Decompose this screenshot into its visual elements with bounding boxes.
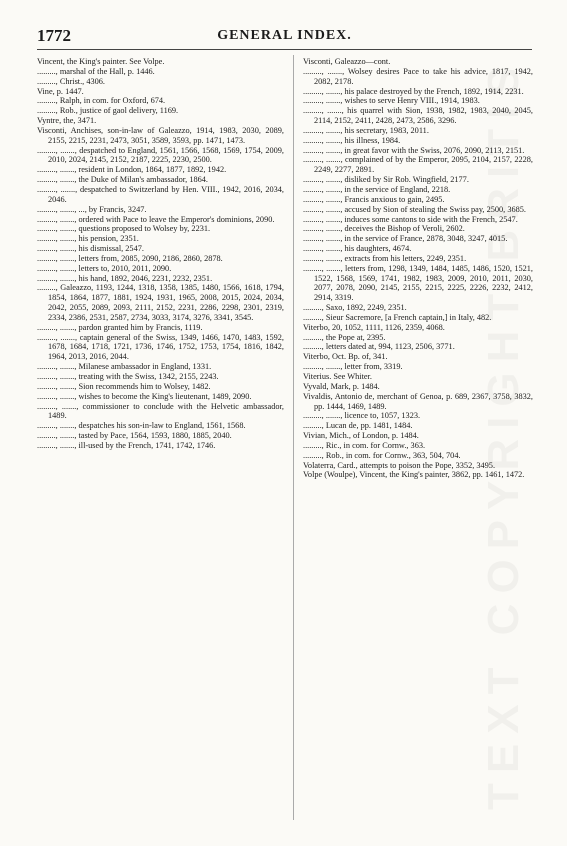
index-entry: ........., Rob., in com. for Cornw., 363, 504, 704. <box>303 450 461 460</box>
index-entry: Vincent, the King's painter. See Volpe. <box>37 57 165 66</box>
index-entry: Viterbo, 20, 1052, 1111, 1126, 2359, 4068. <box>303 322 445 332</box>
index-entry: ........., ......., the Duke of Milan's ambassador, 1864. <box>37 175 208 185</box>
index-entry: ........., ......., deceives the Bishop of Veroli, 2602. <box>303 224 465 234</box>
index-entry: ........., ......., wishes to serve Henry VIII., 1914, 1983. <box>303 96 480 106</box>
index-entry: ........., letters dated at, 994, 1123, 2506, 3771. <box>303 342 455 352</box>
index-entry: ........., Saxo, 1892, 2249, 2351. <box>303 303 407 313</box>
page-header <box>37 26 532 48</box>
index-entry: ........., ......., his quarrel with Sion, 1938, 1982, 1983, 2040, 2045, 2114, 2152, 2411, 2428, 2473, 2586, 3296. <box>303 106 533 126</box>
index-entry: ........., ......., Milanese ambassador in England, 1331. <box>37 362 212 372</box>
index-entry: ........., ......., accused by Sion of stealing the Swiss pay, 2500, 3685. <box>303 204 526 214</box>
running-head: GENERAL INDEX. <box>217 28 352 43</box>
index-entry: Visconti, Galeazzo—cont. <box>303 57 391 66</box>
index-entry: ........., ......., his illness, 1984. <box>303 135 401 145</box>
index-entry: Viterius. See Whiter. <box>303 372 372 381</box>
index-entry: ........., ......., tasted by Pace, 1564, 1593, 1880, 1885, 2040. <box>37 431 232 441</box>
index-entry: ........., ......., complained of by the Emperor, 2095, 2104, 2157, 2228, 2249, 2277, 2891. <box>303 155 533 175</box>
index-entry: ........., Ralph, in com. for Oxford, 674. <box>37 96 166 106</box>
index-entry: ........., the Pope at, 2395. <box>303 332 386 342</box>
index-column-left <box>37 57 284 451</box>
index-entry: Visconti, Anchises, son-in-law of Galeazzo, 1914, 1983, 2030, 2089, 2155, 2215, 2231, 2473, 3051, 3589, 3593, pp. 1471, 1473. <box>37 125 284 145</box>
index-entry: ........., ......., pardon granted him by Francis, 1119. <box>37 322 203 332</box>
index-entry: ........., ......., captain general of the Swiss, 1349, 1466, 1470, 1483, 1592, 1678, 1684, 1718, 1721, 1736, 1746, 1752, 1753, 1754, 1816, 1842, 1964, 2013, 2016, 2044. <box>37 332 284 362</box>
index-entry: ........., ......., ill-used by the French, 1741, 1742, 1746. <box>37 440 216 450</box>
index-entry: Volaterra, Card., attempts to poison the Pope, 3352, 3495. <box>303 460 496 470</box>
index-entry: ........., ......., letter from, 3319. <box>303 362 403 372</box>
index-entry: ........., ......., Wolsey desires Pace to take his advice, 1817, 1942, 2082, 2178. <box>303 66 533 86</box>
index-entry: ........., ......., his dismissal, 2547. <box>37 244 144 254</box>
index-entry: ........., ......., licence to, 1057, 1323. <box>303 411 421 421</box>
index-entry: Viterbo, Oct. Bp. of, 341. <box>303 352 388 362</box>
index-entry: ........., ......., commissioner to conclude with the Helvetic ambassador, 1489. <box>37 401 284 421</box>
index-entry: Vivaldis, Antonio de, merchant of Genoa, p. 689, 2367, 3758, 3832, pp. 1444, 1469, 1489. <box>303 391 533 411</box>
index-entry: ........., ......., his hand, 1892, 2046, 2231, 2232, 2351. <box>37 273 213 283</box>
column-divider <box>293 55 294 820</box>
index-entry: Vine, p. 1447. <box>37 86 84 96</box>
index-entry: ........., ......., in the service of England, 2218. <box>303 184 451 194</box>
index-entry: ........., ......., ordered with Pace to leave the Emperor's dominions, 2090. <box>37 214 275 224</box>
index-entry: ........., ......., his pension, 2351. <box>37 234 139 244</box>
index-entry: ........., ......., disliked by Sir Rob. Wingfield, 2177. <box>303 175 469 185</box>
index-entry: ........., Christ., 4306. <box>37 76 105 86</box>
index-entry: ........., Ric., in com. for Cornw., 363. <box>303 440 426 450</box>
index-entry: ........., ......., in great favor with the Swiss, 2076, 2090, 2113, 2151. <box>303 145 525 155</box>
index-entry: ........., Lucan de, pp. 1481, 1484. <box>303 421 413 431</box>
index-entry: Volpe (Woulpe), Vincent, the King's painter, 3862, pp. 1461, 1472. <box>303 470 525 480</box>
index-entry: ........., ......., despatched to Switzerland by Hen. VIII., 1942, 2016, 2034, 2046. <box>37 184 284 204</box>
index-entry: ........., ......., wishes to become the King's lieutenant, 1489, 2090. <box>37 391 252 401</box>
index-entry: ........., ......., questions proposed to Wolsey by, 2231. <box>37 224 211 234</box>
index-entry: Vivian, Mich., of London, p. 1484. <box>303 431 419 441</box>
index-entry: ........., Sieur Sacremore, [a French captain,] in Italy, 482. <box>303 312 492 322</box>
header-rule <box>37 49 532 50</box>
index-entry: ........., ......., Francis anxious to gain, 2495. <box>303 194 445 204</box>
index-entry: ........., ......., Sion recommends him to Wolsey, 1482. <box>37 381 211 391</box>
index-entry: ........., ......., induces some cantons to side with the French, 2547. <box>303 214 518 224</box>
index-entry: ........., ......., ..., by Francis, 3247. <box>37 204 147 214</box>
index-entry: ........., ......., letters to, 2010, 2011, 2090. <box>37 263 172 273</box>
index-entry: ........., ......., his palace destroyed by the French, 1892, 1914, 2231. <box>303 86 524 96</box>
index-entry: Vyntre, the, 3471. <box>37 116 97 126</box>
index-entry: ........., Galeazzo, 1193, 1244, 1318, 1358, 1385, 1480, 1566, 1618, 1794, 1854, 1864, 1877, 1881, 1924, 1931, 1965, 2008, 2015, 2024, 2034, 2042, 2055, 2089, 2093, 2111, 2152, 2231, 2286, 2298, 2301, 2319, 2334, 2386, 2531, 2587, 2734, 3033, 3174, 3276, 3341, 3545. <box>37 283 284 322</box>
index-entry: ........., marshal of the Hall, p. 1446. <box>37 66 155 76</box>
page-number: 1772 <box>37 26 71 45</box>
index-entry: ........., ......., despatches his son-in-law to England, 1561, 1568. <box>37 421 246 431</box>
index-entry: ........., ......., extracts from his letters, 2249, 2351. <box>303 253 467 263</box>
index-entry: Vyvald, Mark, p. 1484. <box>303 381 380 391</box>
index-entry: ........., ......., his daughters, 4674. <box>303 244 412 254</box>
index-entry: ........., ......., letters from, 1298, 1349, 1484, 1485, 1486, 1520, 1521, 1522, 1568, 1569, 1741, 1982, 1983, 2009, 2010, 2011, 2030, 2077, 2078, 2090, 2145, 2155, 2215, 2225, 2226, 2232, 2412, 2914, 3319. <box>303 263 533 303</box>
index-column-right <box>303 57 533 480</box>
index-entry: ........., ......., in the service of France, 2878, 3048, 3247, 4015. <box>303 234 508 244</box>
index-entry: ........., ......., his secretary, 1983, 2011. <box>303 125 429 135</box>
index-entry: ........., ......., treating with the Swiss, 1342, 2155, 2243. <box>37 372 219 381</box>
index-entry: ........., ......., despatched to England, 1561, 1566, 1568, 1569, 1754, 2009, 2010, 2024, 2145, 2152, 2187, 2225, 2230, 2500. <box>37 145 284 165</box>
index-entry: ........., Rob., justice of gaol delivery, 1169. <box>37 106 179 116</box>
index-entry: ........., ......., resident in London, 1864, 1877, 1892, 1942. <box>37 165 227 175</box>
index-entry: ........., ......., letters from, 2085, 2090, 2186, 2860, 2878. <box>37 253 223 263</box>
